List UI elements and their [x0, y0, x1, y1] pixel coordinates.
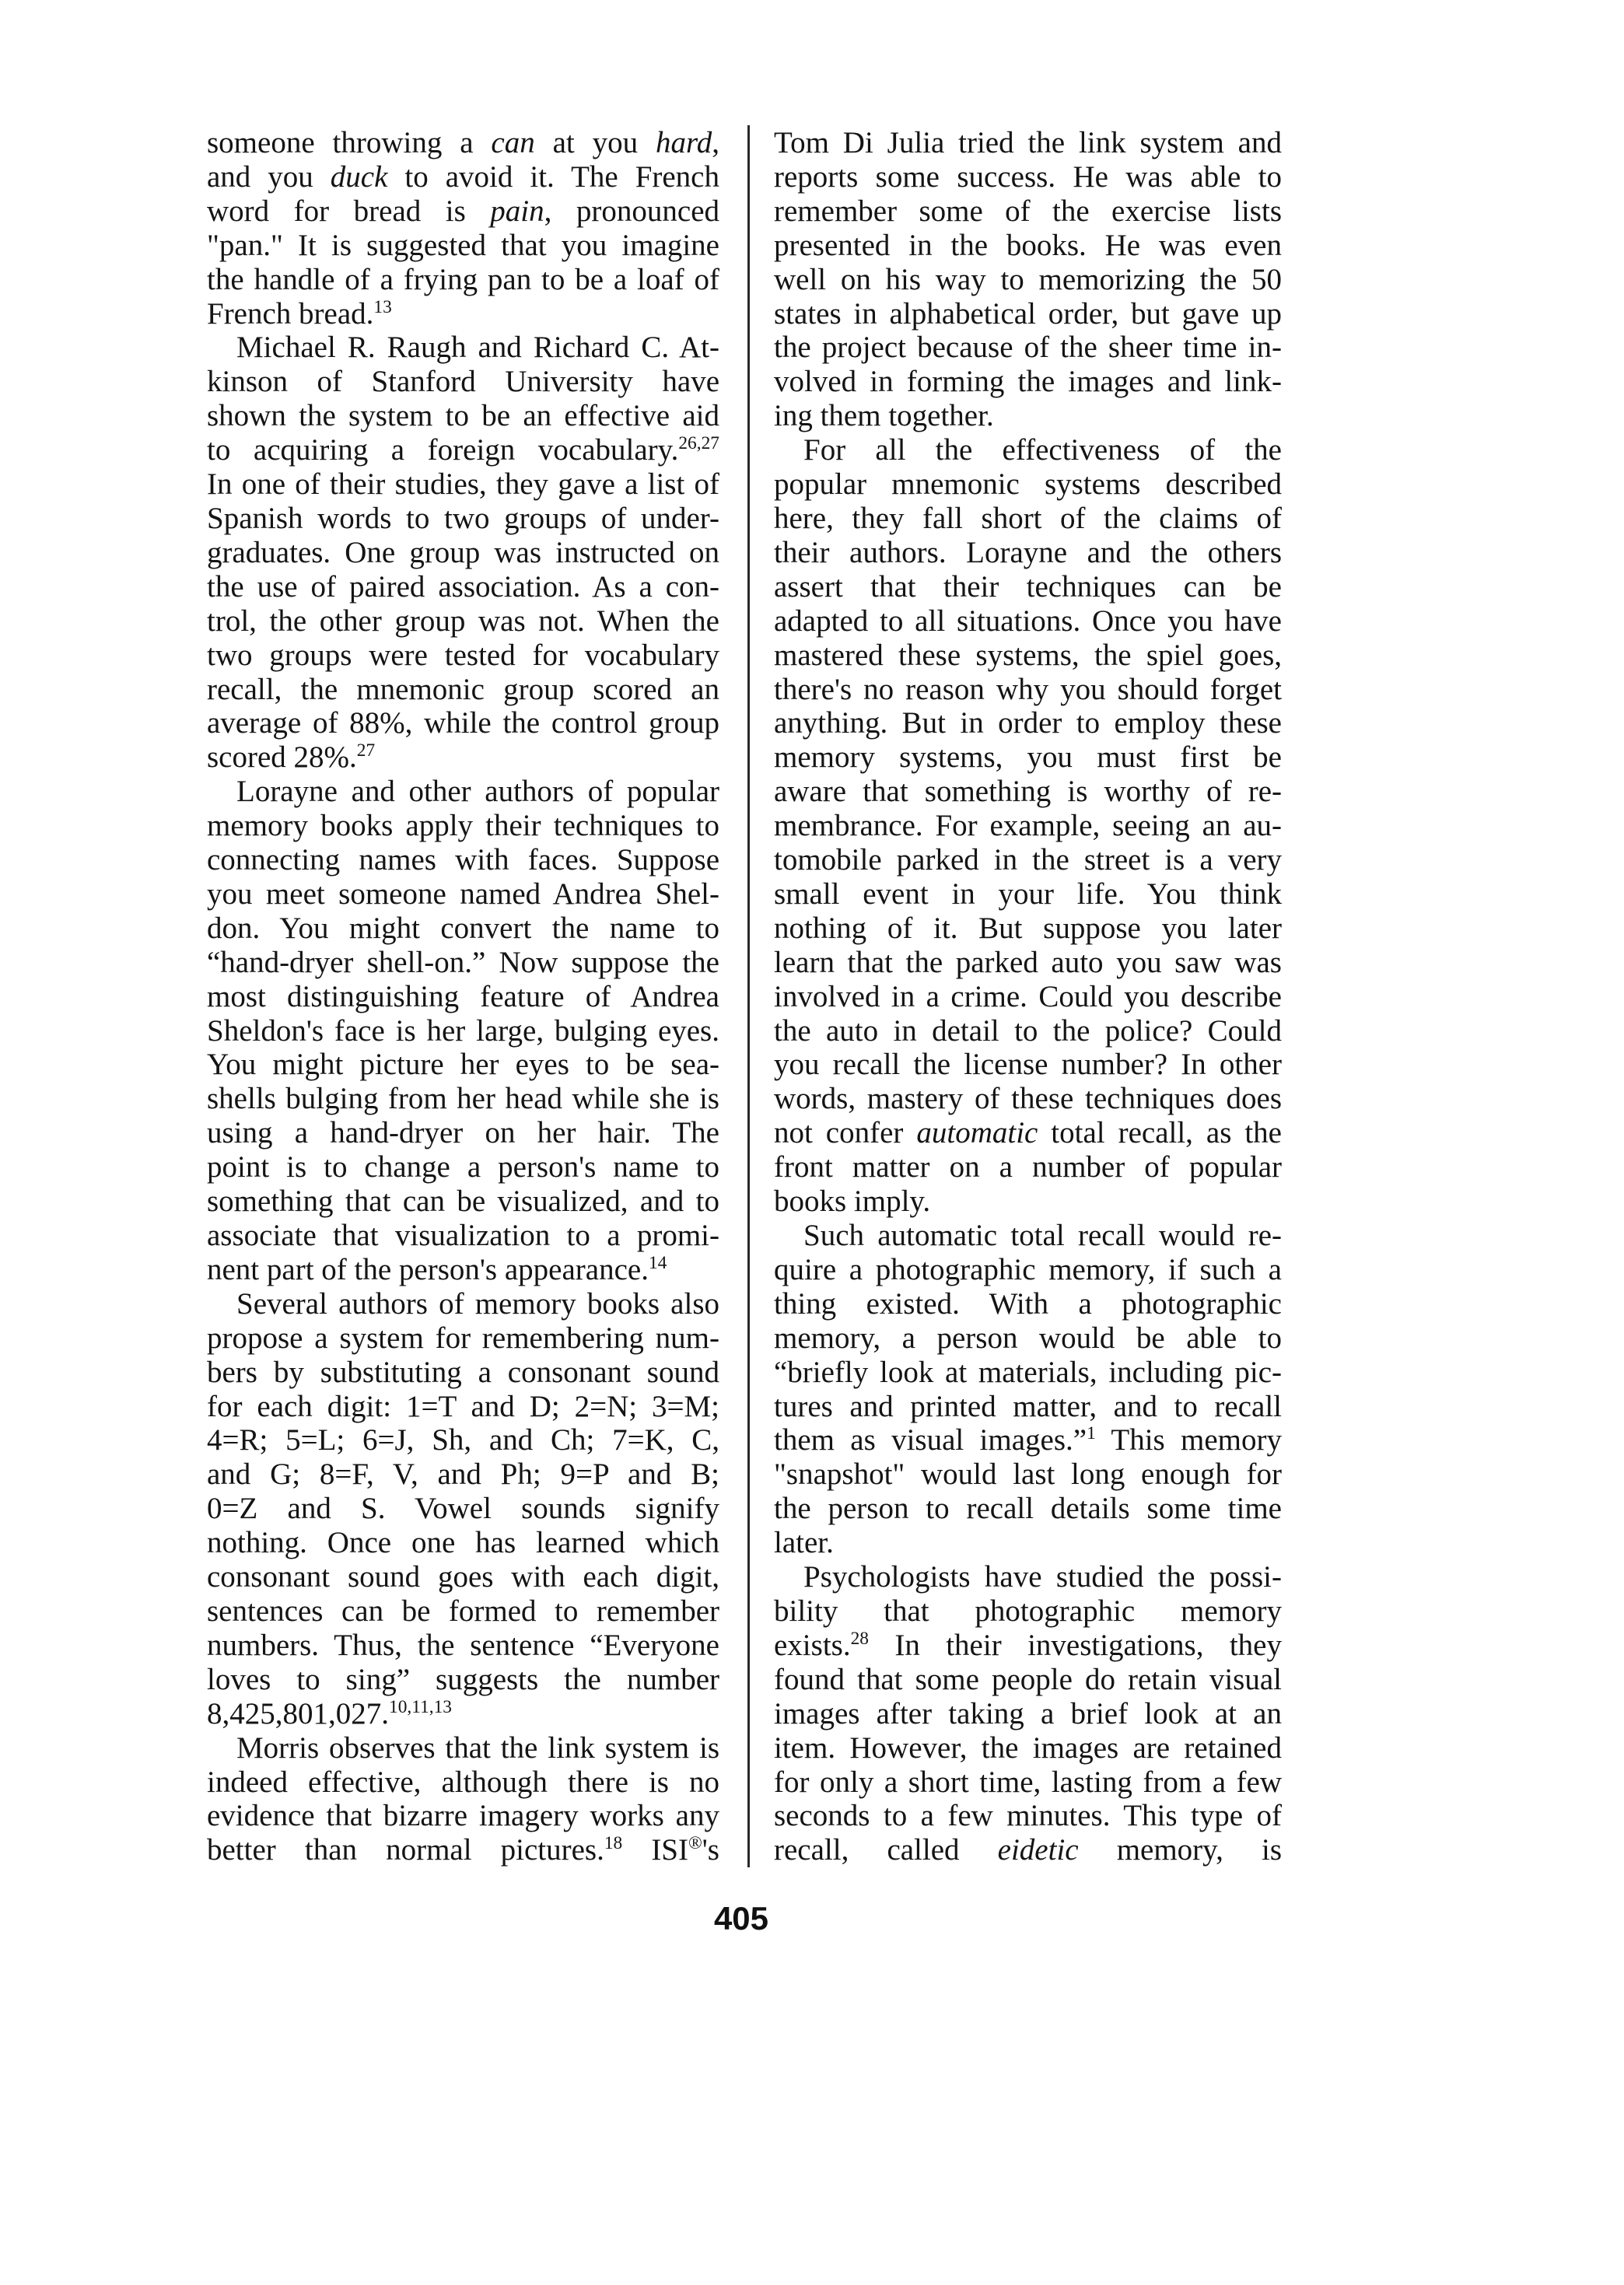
text-line: Such automatic total recall would re- [803, 1219, 1282, 1252]
text-line: Spanish words to two groups of under- [207, 501, 719, 535]
text-line: evidence that bizarre imagery works any [207, 1799, 719, 1833]
text-line: adapted to all situations. Once you have [774, 604, 1282, 638]
superscript-reference: 18 [604, 1833, 623, 1854]
text-line: something that can be visualized, and to [207, 1184, 719, 1219]
text-line: memory, a person would be able to [774, 1321, 1282, 1355]
text-line: states in alphabetical order, but gave up [774, 296, 1282, 331]
text-line: reports some success. He was able to [774, 159, 1282, 194]
text-line: the auto in detail to the police? Could [774, 1013, 1282, 1048]
superscript-reference: 14 [648, 1252, 667, 1273]
text-line: memory books apply their techniques to [207, 809, 719, 843]
text-line: thing existed. With a photographic [774, 1286, 1282, 1321]
text-line: shells bulging from her head while she is [207, 1082, 719, 1116]
text-line: don. You might convert the name to [207, 911, 719, 945]
text-line: 4=R; 5=L; 6=J, Sh, and Ch; 7=K, C, [207, 1423, 719, 1457]
text-line: seconds to a few minutes. This type of [774, 1799, 1282, 1833]
text-run: nent part of the person's appearance. [207, 1252, 649, 1286]
italic-text: eidetic [997, 1833, 1079, 1867]
text-line: using a hand-dryer on her hair. The [207, 1116, 719, 1150]
text-line: later. [774, 1526, 834, 1560]
text-run: at you [534, 126, 656, 159]
text-line [207, 297, 719, 331]
text-line: “briefly look at materials, including pic- [774, 1355, 1282, 1389]
paragraph [207, 331, 719, 775]
text-line: kinson of Stanford University have [207, 365, 719, 399]
text-line: the handle of a frying pan to be a loaf of [207, 262, 719, 296]
text-line: You might picture her eyes to be sea- [207, 1048, 719, 1082]
text-line: you recall the license number? In other [774, 1048, 1282, 1082]
text-run: word for bread is [207, 194, 491, 228]
text-line: Tom Di Julia tried the link system and [774, 126, 1282, 159]
text-run: French bread. [207, 296, 374, 331]
italic-text: hard [656, 126, 712, 159]
right-column [774, 126, 1282, 1867]
text-line: trol, the other group was not. When the [207, 604, 719, 638]
superscript-reference: ® [688, 1833, 702, 1854]
text-run: ISI [622, 1833, 688, 1867]
text-line: For all the effectiveness of the [803, 433, 1282, 467]
text-line: quire a photographic memory, if such a [774, 1252, 1282, 1286]
text-line [774, 1116, 1282, 1150]
text-line: found that some people do retain visual [774, 1662, 1282, 1696]
text-line [207, 740, 719, 775]
superscript-reference: 27 [356, 740, 376, 761]
text-run: 8,425,801,027. [207, 1696, 389, 1730]
text-line [207, 1833, 719, 1867]
text-line: In one of their studies, they gave a list of [207, 467, 719, 502]
text-run: and you [207, 159, 331, 194]
text-line: Psychologists have studied the possi- [803, 1560, 1282, 1594]
text-line: volved in forming the images and link- [774, 365, 1282, 399]
text-line: involved in a crime. Could you describe [774, 979, 1282, 1013]
text-line [207, 1253, 719, 1287]
text-run: to acquiring a foreign vocabulary. [207, 433, 679, 467]
text-line: the person to recall details some time [774, 1492, 1282, 1526]
text-line: tomobile parked in the street is a very [774, 843, 1282, 877]
text-line: recall, the mnemonic group scored an [207, 672, 719, 706]
text-line: tures and printed matter, and to recall [774, 1389, 1282, 1423]
text-line: item. However, the images are retained [774, 1730, 1282, 1765]
paragraph [207, 1287, 719, 1731]
text-run: This memory [1095, 1423, 1282, 1457]
text-line: Morris observes that the link system is [236, 1730, 719, 1765]
text-line: presented in the books. He was even [774, 228, 1282, 262]
text-line: remember some of the exercise lists [774, 194, 1282, 228]
text-line: Michael R. Raugh and Richard C. At- [236, 331, 719, 365]
text-line: Lorayne and other authors of popular [236, 775, 719, 809]
text-line: here, they fall short of the claims of [774, 501, 1282, 535]
superscript-reference: 1 [1087, 1423, 1096, 1444]
text-line: the use of paired association. As a con- [207, 569, 719, 604]
text-line: nothing of it. But suppose you later [774, 911, 1282, 945]
text-line: ing them together. [774, 399, 994, 433]
left-column [207, 126, 719, 1867]
text-line: for only a short time, lasting from a few [774, 1765, 1282, 1799]
text-line: numbers. Thus, the sentence “Everyone [207, 1628, 719, 1662]
text-line: mastered these systems, the spiel goes, [774, 638, 1282, 672]
text-run: exists. [774, 1628, 851, 1662]
text-line: “hand-dryer shell-on.” Now suppose the [207, 945, 719, 979]
text-line: small event in your life. You think [774, 877, 1282, 911]
text-line: Sheldon's face is her large, bulging eyes. [207, 1013, 719, 1048]
text-line: bers by substituting a consonant sound [207, 1355, 719, 1389]
text-line: nothing. Once one has learned which [207, 1526, 719, 1560]
superscript-reference: 28 [850, 1628, 869, 1649]
page-number: 405 [713, 1900, 769, 1937]
superscript-reference: 10,11,13 [389, 1696, 452, 1717]
paragraph [774, 126, 1282, 433]
text-run: recall, called [774, 1833, 998, 1867]
text-line [207, 194, 719, 229]
text-line: the project because of the sheer time in- [774, 331, 1282, 365]
text-line [774, 1833, 1282, 1867]
text-line: graduates. One group was instructed on [207, 535, 719, 569]
text-line: consonant sound goes with each digit, [207, 1560, 719, 1594]
text-line: images after taking a brief look at an [774, 1696, 1282, 1730]
column-divider [747, 125, 750, 1867]
text-run: 's [702, 1833, 719, 1867]
text-run: total recall, as the [1038, 1116, 1282, 1150]
paragraph [774, 1560, 1282, 1867]
text-run: , [712, 126, 719, 159]
text-run: better than normal pictures. [207, 1833, 604, 1867]
text-line: well on his way to memorizing the 50 [774, 262, 1282, 296]
paragraph [207, 126, 719, 331]
text-line: point is to change a person's name to [207, 1150, 719, 1184]
text-line [774, 1629, 1282, 1663]
text-line: anything. But in order to employ these [774, 706, 1282, 740]
text-line: front matter on a number of popular [774, 1150, 1282, 1184]
text-line: sentences can be formed to remember [207, 1594, 719, 1628]
text-line [207, 160, 719, 194]
italic-text: duck [330, 159, 388, 194]
text-line: "snapshot" would last long enough for [774, 1457, 1282, 1492]
text-run: not confer [774, 1116, 917, 1150]
text-line: membrance. For example, seeing an au- [774, 809, 1282, 843]
text-line: indeed effective, although there is no [207, 1765, 719, 1799]
text-line: for each digit: 1=T and D; 2=N; 3=M; [207, 1389, 719, 1423]
text-line: there's no reason why you should forget [774, 672, 1282, 706]
text-line: "pan." It is suggested that you imagine [207, 228, 719, 262]
italic-text: pain [490, 194, 544, 228]
paragraph [207, 775, 719, 1287]
text-line: memory systems, you must first be [774, 740, 1282, 775]
text-line: connecting names with faces. Suppose [207, 843, 719, 877]
italic-text: can [491, 126, 535, 159]
text-line: bility that photographic memory [774, 1594, 1282, 1628]
text-run: someone throwing a [207, 126, 492, 159]
text-line: Several authors of memory books also [236, 1286, 719, 1321]
text-line: loves to sing” suggests the number [207, 1662, 719, 1696]
text-run: memory, is [1078, 1833, 1282, 1867]
text-line: shown the system to be an effective aid [207, 399, 719, 433]
text-line: you meet someone named Andrea Shel- [207, 877, 719, 911]
text-line [207, 126, 719, 160]
superscript-reference: 26,27 [678, 433, 719, 454]
text-line [774, 1423, 1282, 1457]
paragraph [207, 1731, 719, 1868]
text-line: aware that something is worthy of re- [774, 775, 1282, 809]
text-line: average of 88%, while the control group [207, 706, 719, 740]
text-run: them as visual images.” [774, 1423, 1087, 1457]
text-line: most distinguishing feature of Andrea [207, 979, 719, 1013]
text-line: their authors. Lorayne and the others [774, 535, 1282, 569]
text-line: learn that the parked auto you saw was [774, 945, 1282, 979]
text-line: books imply. [774, 1184, 931, 1219]
text-line: assert that their techniques can be [774, 569, 1282, 604]
text-run: , pronounced [544, 194, 720, 228]
paragraph [774, 1219, 1282, 1560]
text-line [207, 1697, 719, 1731]
superscript-reference: 13 [373, 296, 392, 317]
text-line: propose a system for remembering num- [207, 1321, 719, 1355]
text-run: scored 28%. [207, 740, 357, 775]
text-line: words, mastery of these techniques does [774, 1082, 1282, 1116]
text-line: associate that visualization to a promi- [207, 1219, 719, 1252]
text-run: to avoid it. The French [387, 159, 719, 194]
paragraph [774, 433, 1282, 1219]
text-line [207, 433, 719, 467]
text-line: and G; 8=F, V, and Ph; 9=P and B; [207, 1457, 719, 1492]
text-line: popular mnemonic systems described [774, 467, 1282, 502]
text-line: two groups were tested for vocabulary [207, 638, 719, 672]
text-run: In their investigations, they [868, 1628, 1282, 1662]
text-line: 0=Z and S. Vowel sounds signify [207, 1492, 719, 1526]
italic-text: automatic [916, 1116, 1038, 1150]
